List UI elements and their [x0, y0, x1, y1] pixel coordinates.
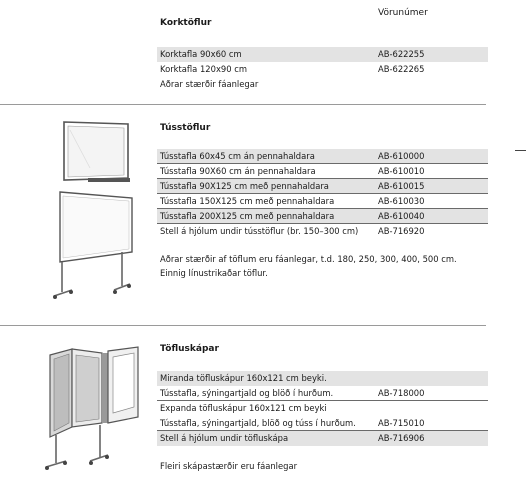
section-title-board-cabinets: Töfluskápar [160, 344, 219, 354]
table-row [157, 386, 488, 401]
table-row [157, 62, 488, 77]
product-name: Tússtafla, sýningartjald, blöð og túss í hurðum. [160, 418, 356, 428]
table-row [157, 77, 488, 92]
section-divider [0, 104, 486, 105]
table-row [157, 47, 488, 62]
column-header-product-number: Vörunúmer [378, 8, 428, 18]
table-row [157, 194, 488, 209]
table-row [157, 164, 488, 179]
board-cabinet-illustration [42, 345, 152, 475]
table-row [157, 224, 488, 239]
product-name: Korktafla 90x60 cm [160, 49, 242, 59]
product-name: Stell á hjólum undir töfluskápa [160, 433, 289, 443]
product-name: Miranda töfluskápur 160x121 cm beyki. [160, 373, 327, 383]
note-text: Einnig línustrikaðar töflur. [160, 268, 268, 278]
product-name: Tússtafla 200X125 cm með pennahaldara [160, 211, 335, 221]
table-row [157, 401, 488, 416]
product-code: AB-716920 [378, 226, 425, 236]
table-row [157, 431, 488, 446]
margin-tick [515, 150, 526, 151]
product-code: AB-715010 [378, 418, 425, 428]
mobile-whiteboard-illustration [50, 186, 140, 306]
product-code: AB-716906 [378, 433, 425, 443]
product-name: Tússtafla, sýningartjald og blöð í hurðum. [160, 388, 334, 398]
product-code: AB-610010 [378, 166, 425, 176]
product-name: Korktafla 120x90 cm [160, 64, 248, 74]
product-code: AB-610030 [378, 196, 425, 206]
note-text: Aðrar stærðir af töflum eru fáanlegar, t.d. 180, 250, 300, 400, 500 cm. [160, 254, 457, 264]
product-code: AB-610040 [378, 211, 425, 221]
product-code: AB-622265 [378, 64, 425, 74]
product-code: AB-610000 [378, 151, 425, 161]
product-name: Tússtafla 90X125 cm með pennahaldara [160, 181, 329, 191]
product-name: Stell á hjólum undir tússtöflur (br. 150–300 cm) [160, 226, 359, 236]
note-text: Fleiri skápastærðir eru fáanlegar [160, 461, 298, 471]
section-divider [0, 325, 486, 326]
table-row [157, 179, 488, 194]
table-row [157, 209, 488, 224]
product-name: Tússtafla 90X60 cm án pennahaldara [160, 166, 316, 176]
product-name: Expanda töfluskápur 160x121 cm beyki [160, 403, 327, 413]
product-code: AB-622255 [378, 49, 425, 59]
product-name: Tússtafla 150X125 cm með pennahaldara [160, 196, 335, 206]
table-row [157, 416, 488, 431]
section-title-whiteboards: Tússtöflur [160, 123, 211, 133]
section-title-cork-boards: Korktöflur [160, 18, 212, 28]
product-code: AB-610015 [378, 181, 425, 191]
table-row [157, 371, 488, 386]
whiteboard-small-illustration [60, 120, 130, 190]
product-name: Tússtafla 60x45 cm án pennahaldara [160, 151, 315, 161]
table-row [157, 149, 488, 164]
product-name: Aðrar stærðir fáanlegar [160, 79, 259, 89]
product-code: AB-718000 [378, 388, 425, 398]
